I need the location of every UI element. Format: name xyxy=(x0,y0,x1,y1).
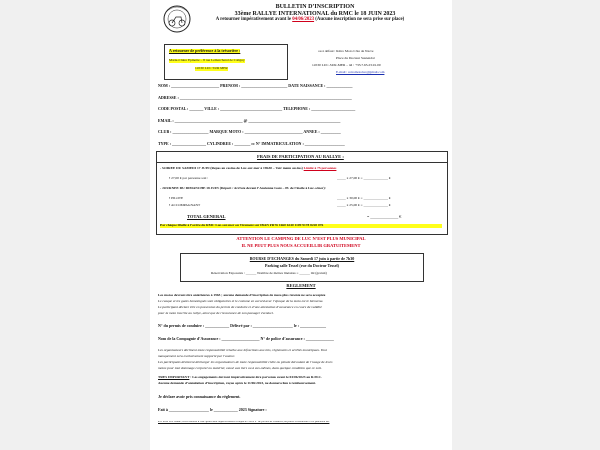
accompagnant-label: ACCOMPAGNANT xyxy=(170,203,201,207)
important-line1 xyxy=(158,376,322,380)
reglement-p1-line1: Les motos devront être antérieures à 1965 ; aucune demande d’inscription de moto plus récente ne sera acceptée xyxy=(158,293,326,297)
treasurer-box xyxy=(164,44,288,80)
soiree-line xyxy=(160,167,336,171)
treasurer-address: Marie-Claire Epinette – 8 rue Lemarchand de Caligny xyxy=(169,58,245,62)
reglement-p2-line4: motos pour tout dommage corporel ou matériel, causé aux tiers ou à eux-mêmes, dans quelque condition que ce soit. xyxy=(158,366,322,370)
bourse-reservation-field[interactable]: Réservation Exposants : ______ Nombre de mètres linéaires = ______ ml (gratuit) xyxy=(211,271,327,275)
treasurer-heading: A retourner de préférence à la trésorière : xyxy=(169,48,241,53)
soiree-price: 27,00 € par personne soit : xyxy=(171,176,209,180)
fees-box xyxy=(156,151,448,235)
club-address-line2: Place du Docteur Sustendal xyxy=(336,56,375,60)
important-text: : Les engagements devront impérativement être parvenus avant le 04/06/2023 au R.M.C. xyxy=(190,375,322,379)
important-label: TRES IMPORTANT xyxy=(158,375,190,379)
reglement-p2-line3: Les participants déclarent décharger les organisateurs de toute responsabilité civile ou pénale découlant de l’usage de leurs xyxy=(158,360,333,364)
accompagnant-row xyxy=(169,204,200,208)
pilote-row xyxy=(169,197,183,201)
reglement-p1-line2: Le casque et les gants homologués sont obligatoires et le costume en accord avec l’époque de la moto est le bienvenu. xyxy=(158,299,324,303)
pilote-total-field[interactable]: _____ x 30,00 € = ______________ € xyxy=(337,196,391,200)
bullet-icon: ▪ xyxy=(169,176,172,180)
reglement-p1-line4: pour la moto inscrite au rallye, ainsi que de l’assurance de son passager éventuel. xyxy=(158,311,274,315)
important-line2: Aucune demande d’annulation d’inscription, reçue après le 11/06/2023, ne donnera lieu à remboursement. xyxy=(158,381,317,385)
declaration: Je déclare avoir pris connaissance du règlement. xyxy=(158,394,241,399)
total-label: TOTAL GENERAL xyxy=(187,214,226,219)
field-permis[interactable]: N° du permis de conduire : ____________ Délivré par : ____________________ le : _____________ xyxy=(158,323,326,328)
field-club[interactable]: CLUB : __________________ MARQUE MOTO : _____________________________ ANNEE : __________ xyxy=(158,129,341,134)
signature-field[interactable]: Fait à ____________________ le ____________ 2023 Signature : xyxy=(158,407,267,412)
club-email-link[interactable]: E-mail : retromotoluc@gmail.com xyxy=(336,70,385,74)
deadline-prefix: A retourner impérativement avant le xyxy=(215,17,292,22)
postscript-note: P.S. Pour être valide, votre bulletin d’inscription doit impérativement comporter votre n° de permis de conduire, de police d’assurance et le paiement dû. xyxy=(158,421,330,423)
bullet-icon: ▪ xyxy=(169,196,172,200)
field-adresse[interactable]: ADRESSE : ______________________________________________________________________________________ xyxy=(158,95,352,100)
club-address-line3: 14530 LUC-SUR-MER – tél : +33.7.65.23.91.00 xyxy=(312,63,381,67)
reglement-p1-line3: Le participant déclare être en possession du permis de conduire et d’une attestation d’assurance en cours de validité xyxy=(158,305,322,309)
soiree-price-row xyxy=(169,177,208,181)
bourse-box xyxy=(180,253,424,282)
rally-subtitle: 33ème RALLYE INTERNATIONAL du RMC le 18 JUIN 2023 xyxy=(234,11,396,17)
bourse-title: BOURSE D’ECHANGES du Samedi 17 juin à partir de 7h30 xyxy=(249,256,355,261)
registration-form-page xyxy=(150,0,452,450)
camping-warning-line1: ATTENTION LE CAMPING DE LUC N’EST PLUS MUNICIPAL xyxy=(236,236,366,241)
treasurer-city: 14530 LUC SUR MER xyxy=(195,66,228,70)
reglement-heading: REGLEMENT xyxy=(286,283,316,288)
deadline-suffix: (Aucune inscription ne sera prise sur place) xyxy=(315,17,405,22)
soiree-label: - SOIREE DU SAMEDI 17 JUIN (Repas au casino de Luc-sur-mer à 19h30 – Voir menu au dos) xyxy=(160,166,303,170)
deadline-line xyxy=(175,18,445,23)
field-email[interactable]: EMAIL : __________________________________ @ ______________________________________________ xyxy=(158,118,341,123)
soiree-total-field[interactable]: _____ x 27,00 € = ______________ € xyxy=(337,176,391,180)
field-type[interactable]: TYPE : _________________ CYLINDREE : ________ cc N° IMMATRICULATION : ____________________ xyxy=(158,141,345,146)
total-field[interactable]: = ______________ € xyxy=(367,214,402,219)
pilote-label: PILOTE xyxy=(171,196,184,200)
reglement-p2-line2: manquement sera exclusivement supporté par l’auteur. xyxy=(158,354,235,358)
bourse-location: Parking salle Tessel (rue du Docteur Tessel) xyxy=(265,263,339,268)
reglement-p2-line1: Les organisateurs déclinent toute responsabilité relative aux infractions aux lois, règlements et arrêtés municipaux. Tout xyxy=(158,348,327,352)
bullet-icon: ▪ xyxy=(169,203,171,207)
soiree-limit: Limité à 75 personnes xyxy=(303,166,337,170)
field-nom[interactable]: NOM : ________________________ PRENOM : _______________________ DATE NAISSANCE : _____________ xyxy=(158,83,353,88)
club-address-line1: ou à défaut : Rétro Moto Côte de Nacre xyxy=(318,49,374,53)
divider xyxy=(157,162,447,163)
field-code-postal[interactable]: CODE POSTAL : _______ VILLE : _______________________________ TELEPHONE : ______________________ xyxy=(158,106,356,111)
accompagnant-total-field[interactable]: _____ x 25,00 € = ______________ € xyxy=(337,203,391,207)
deadline-date: 04/06/2023 xyxy=(292,17,315,22)
journee-label: - JOURNEE DU DIMANCHE 18 JUIN (Départ / Arrivée devant l’Ancienne Gare – Pl. de l’étoile à Luc-s/mer): xyxy=(160,186,326,190)
form-title: BULLETIN D’INSCRIPTION xyxy=(275,4,355,10)
field-assurance[interactable]: Nom de la Compagnie d’Assurance : ___________________ N° de police d’assurance : ______________ xyxy=(158,336,334,341)
fees-heading: FRAIS DE PARTICIPATION AU RALLYE : xyxy=(257,154,344,159)
camping-warning-line2: IL NE PEUT PLUS NOUS ACCUEILLIR GRATUITEMENT xyxy=(241,243,361,248)
payment-instructions: Par chèque libellé à l’ordre du RMC Luc-sur-mer ou Virement sur IBAN FR76 1660 6240 1109 9178 8220 076 xyxy=(160,224,442,228)
